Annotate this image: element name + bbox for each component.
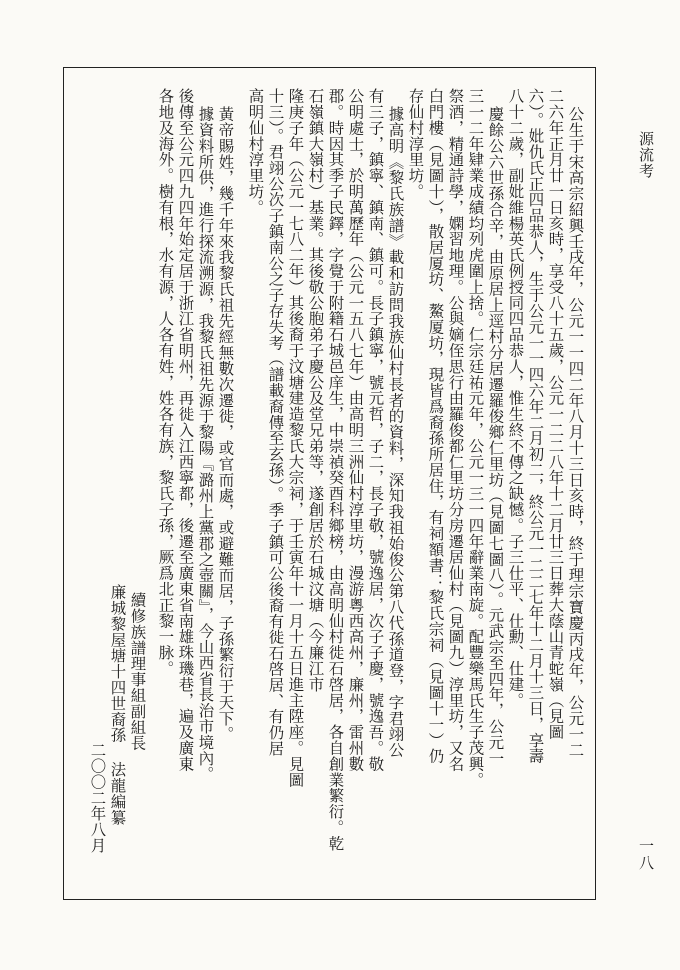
text-column: 十三）。君翊公次子鎮南公之子存失考（譜載裔傳至玄孫）。季子鎮可公後裔有徙石啓居、有仍居 — [266, 88, 285, 757]
text-column: 白門樓（見圖十），散居厦坊、鰲厦坊，現皆爲裔孫所居住，有祠額書：黎氏宗祠（見圖十一）仍 — [426, 88, 445, 764]
text-column: 郡。時因其季子民鐸，字覺于附籍石城邑庠生，中崇禎癸酉科鄉榜，由高明仙村徙石啓居，各自創業繁衍。乾 — [326, 88, 345, 852]
text-column: 八十二歲，副妣維楊英氏例授同四品恭人，惟生終不傳之缺憾。子三仕平、仕勳、仕建。 — [506, 88, 525, 709]
date-line: 二〇〇二年八月 — [88, 742, 107, 854]
text-column: 後傳至公元四九四年始定居于浙江省明州，再徙入江西寧都，後遷至廣東省南雄珠璣巷，遍及廣東 — [176, 88, 195, 772]
text-column: 公明處士，於明萬歷年（公元一五八七年）由高明三洲仙村淳里坊，漫游粵西高州，廉州，雷州數 — [346, 88, 365, 772]
text-column: 據高明《黎氏族譜》載和訪問我族仙村長者的資料，深知我祖始俊公第八代孫道登，字君翊公 — [386, 106, 405, 758]
text-column: 有三子，鎮寧、鎮南、鎮可。長子鎮寧，號元哲，子二，長子敬，號逸居，次子子慶，號逸吾。敬 — [366, 88, 385, 772]
text-column: 隆庚子年（公元一七八二年）其後裔于汶塘建造黎氏大宗祠，于壬寅年十一月十五日進主陞座。見圖 — [286, 88, 305, 788]
text-column: 祭酒，精通詩學，嫻習地理。公與嫡侄思行由羅俊都仁里坊分房遷居仙村（見圖九）淳里坊，又名 — [446, 88, 465, 772]
text-column: 六）。妣仇氏正四品恭人，生于公元一一四六年二月初二，終公元一二二七年十二月十三日，享壽 — [526, 88, 545, 764]
text-column: 據資料所供，進行探流溯源，我黎氏祖先源于黎陽『潞州上黨郡之壺關』，今山西省長治市境內。 — [196, 106, 215, 782]
text-column: 三一二年肄業成績均列虎圍上捨。仁宗廷祐元年，公元一三一四年辭業南旋。配豐樂馬氏生子茂興。 — [466, 88, 485, 788]
text-column: 黃帝賜姓，幾千年來我黎氏祖先經無數次遷徙，或官而處，或避難而居，子孫繁衍于天下。 — [216, 106, 235, 742]
text-column: 高明仙村淳里坊。 — [246, 88, 265, 216]
text-column: 石嶺鎮大嶺村）基業。其後敬公胞弟子慶公及堂兄弟等，遂創居於石城汶塘（今廉江市 — [306, 88, 325, 693]
text-column: 慶餘公六世孫合辛，由原居上逕村分居遷羅俊鄉仁里坊（見圖七圖八）。元武宗至四年，公元一 — [486, 106, 505, 767]
text-column: 公生于宋高宗紹興壬戌年，公元一一四二年八月十三日亥時，終于理宗寶慶丙戌年，公元一二 — [566, 106, 585, 758]
text-column: 二六年正月廿一日亥時，享受八十五歲，公元一二二八年十二月廿三日葬大蔭山青蛇嶺（見圖 — [546, 88, 565, 740]
text-column: 各地及海外。樹有根，水有源，人各有姓，姓各有族，黎氏子孫，厥爲北正黎一脉。 — [156, 88, 175, 677]
running-head: 源流考 — [637, 131, 655, 179]
author-name: 廉城黎屋塘十四世裔孫 法龍編纂 — [108, 584, 127, 826]
text-column: 存仙村淳里坊。 — [406, 88, 425, 200]
author-title: 續修族譜理事組副組長 — [128, 592, 147, 751]
page-number: 一八 — [637, 838, 655, 872]
